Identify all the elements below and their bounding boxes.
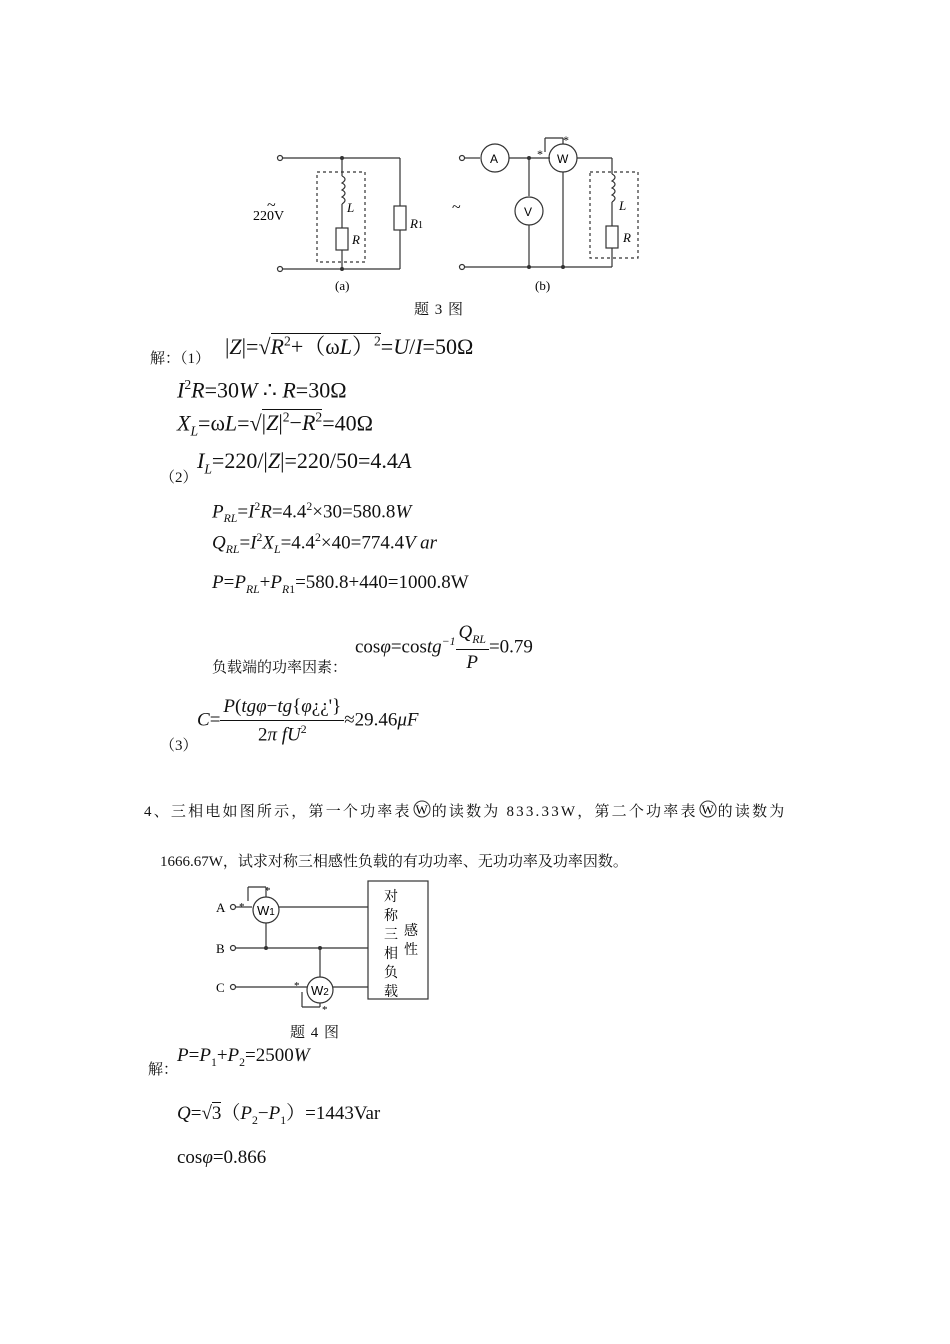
wattmeter-icon bbox=[698, 800, 718, 818]
resistor-label-b: R bbox=[623, 230, 631, 245]
w1-label: W1 bbox=[257, 903, 275, 918]
eq-p-rl: $P_{RL}=I^2R=4.4^2\times 30=580.8W$ bbox=[212, 500, 412, 526]
solution-3-part2: （2） bbox=[160, 470, 198, 486]
load-char: 负 bbox=[384, 966, 398, 981]
wattmeter-icon bbox=[412, 800, 432, 818]
phase-b-label: B bbox=[216, 941, 225, 956]
star-w1-voltage: * bbox=[265, 885, 271, 897]
wattmeter-label: W bbox=[557, 152, 569, 166]
load-pf-label: 负载端的功率因素： bbox=[212, 660, 348, 676]
figure-4-circuit bbox=[210, 875, 440, 1015]
eq-capacitance: C= $\frac{\text{P(tgφ−tg\{φ¿¿'\}}}{2\pi fU^2}$ ≈29.46μF bbox=[197, 696, 419, 746]
star-w1-current: * bbox=[239, 901, 245, 913]
phase-c-label: C bbox=[216, 980, 225, 995]
question-4-line1: 4、三相电如图所示，第一个功率表 W 的读数为 833.33W，第二个功率表 W 的读数为 bbox=[144, 802, 787, 820]
label-a: (a) bbox=[335, 278, 350, 293]
star-2: * bbox=[563, 133, 569, 147]
svg-text:W: W bbox=[415, 802, 430, 817]
r1-label: R1 bbox=[410, 216, 423, 231]
ammeter-label: A bbox=[490, 152, 499, 166]
eq-resistance: $I^2R=30W$ ∴ R=30Ω bbox=[177, 377, 347, 403]
solution-3-part3: （3） bbox=[160, 738, 198, 754]
eq-q-rl: $Q_{RL}=I^2X_L=4.4^2\times 40=774.4V$ ar bbox=[212, 531, 438, 557]
load-char: 三 bbox=[384, 928, 398, 943]
load-char: 感 bbox=[404, 924, 418, 939]
inductor-label-b: L bbox=[619, 198, 627, 213]
svg-text:W: W bbox=[701, 802, 716, 817]
star-w2-current: * bbox=[294, 980, 300, 992]
eq-current: $I_L=220/|Z|=220/50=4.4A$ bbox=[197, 448, 412, 477]
voltage-label: 220V bbox=[253, 209, 285, 224]
solution-3-label: 解：（1） bbox=[150, 351, 211, 367]
load-char: 称 bbox=[384, 909, 398, 924]
eq-pf-4: cosφ=0.866 bbox=[177, 1147, 267, 1168]
load-char: 相 bbox=[384, 947, 398, 962]
eq-active-power: $P=P_1+P_2=2500W$ bbox=[177, 1045, 310, 1069]
eq-reactive-power: $Q=√3(P_2-P_1)=1443Var$ bbox=[177, 1103, 381, 1127]
question-4-line2: 1666.67W，试求对称三相感性负载的有功功率、无功功率及功率因数。 bbox=[160, 854, 628, 870]
eq-p-total: $P=P_{RL}+P_{R1}=580.8+440=1000.8W$ bbox=[212, 572, 469, 596]
solution-4-label: 解： bbox=[148, 1062, 179, 1078]
figure-4-caption: 题 4 图 bbox=[290, 1025, 341, 1041]
label-b: (b) bbox=[535, 278, 551, 293]
resistor-label-a: R bbox=[352, 232, 360, 247]
inductor-label-a: L bbox=[347, 200, 355, 215]
figure-3-caption: 题 3 图 bbox=[414, 302, 465, 318]
load-char: 性 bbox=[404, 943, 418, 958]
load-char: 对 bbox=[384, 890, 398, 905]
w2-label: W2 bbox=[311, 983, 329, 998]
load-char: 载 bbox=[384, 985, 398, 1000]
tilde-b: ~ bbox=[452, 199, 461, 216]
eq-power-factor: cosφ=costg$^{-1}$ $\frac{Q_{RL}}{P}$ =0.79 bbox=[355, 622, 533, 673]
eq-reactance: $X_L=\omega L=√|Z|^2-R^2=40\Omega$ bbox=[177, 410, 373, 439]
voltmeter-label: V bbox=[524, 205, 533, 219]
tilde-a: ~ bbox=[267, 197, 276, 214]
eq-impedance: $|Z|=√R^2+(\omega L)^2=U/I=50\Omega$ bbox=[225, 333, 474, 359]
star-w2-voltage: * bbox=[322, 1004, 328, 1015]
star-1: * bbox=[537, 147, 543, 161]
phase-a-label: A bbox=[216, 900, 226, 915]
figure-3-circuits bbox=[240, 130, 660, 300]
